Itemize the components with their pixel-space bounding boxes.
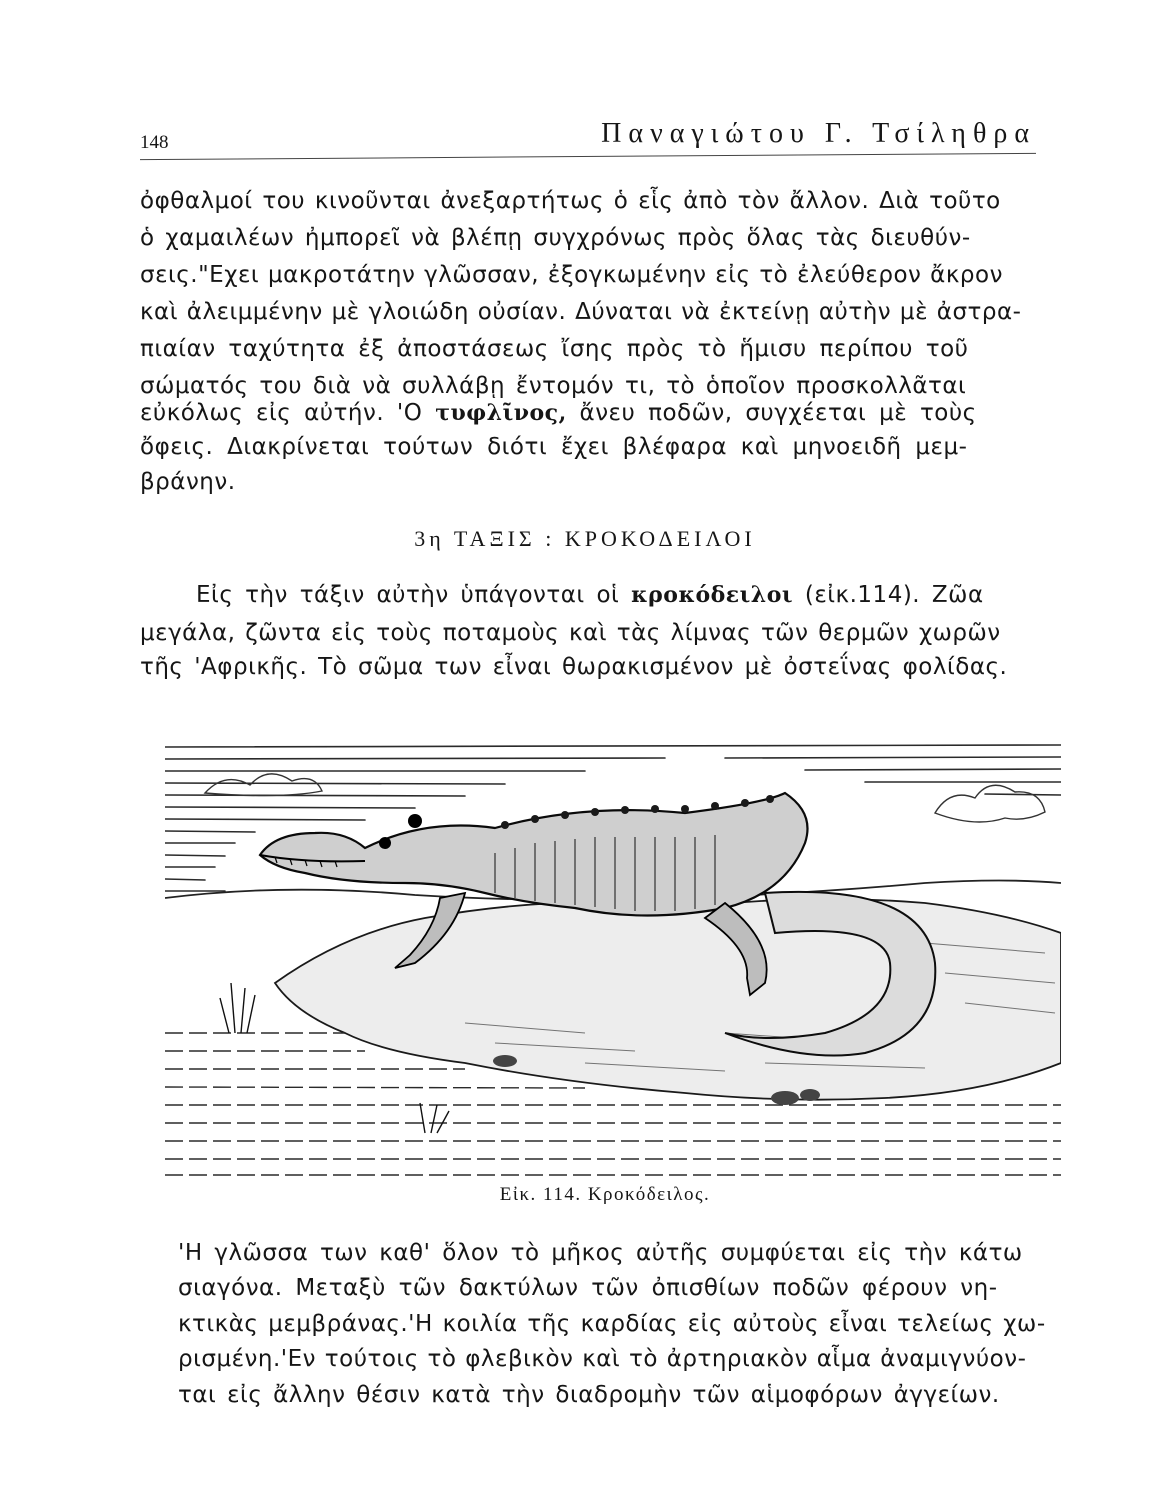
text-run: ἄνευ ποδῶν, συγχέεται μὲ τοὺς (566, 400, 977, 426)
text-line: ὀφθαλμοί του κινοῦνται ἀνεξαρτήτως ὁ εἷς ἀπὸ τὸν ἄλλον. Διὰ τοῦτο (140, 188, 1001, 214)
page-header (140, 118, 1036, 158)
crocodile-drawing (165, 733, 1061, 1178)
text-line: βράνην. (140, 469, 236, 495)
text-run: (εἰκ.114). Ζῶα (793, 582, 984, 608)
text-line: ται εἰς ἄλλην θέσιν κατὰ τὴν διαδρομὴν τῶν αἱμοφόρων ἀγγείων. (178, 1382, 1000, 1408)
text-line: σεις."Εχει μακροτάτην γλῶσσαν, ἐξογκωμένην εἰς τὸ ἐλεύθερον ἄκρον (140, 262, 1003, 288)
figure-caption: Εἰκ. 114. Κροκόδειλος. (499, 1184, 711, 1205)
text-line: ὁ χαμαιλέων ἠμπορεῖ νὰ βλέπῃ συγχρόνως πρὸς ὅλας τὰς διευθύν- (140, 225, 971, 251)
text-line: καὶ ἀλειμμένην μὲ γλοιώδη οὐσίαν. Δύναται νὰ ἐκτείνῃ αὐτὴν μὲ ἀστρα- (140, 299, 1022, 325)
term-krokodeiloi: κροκόδειλοι (631, 582, 794, 608)
text-line: ρισμένη.'Εν τούτοις τὸ φλεβικὸν καὶ τὸ ἀρτηριακὸν αἷμα ἀναμιγνύον- (178, 1346, 1027, 1372)
term-typhlinos: τυφλῖνος, (435, 400, 567, 426)
section-heading: 3η ΤΑΞΙΣ : ΚΡΟΚΟΔΕΙΛΟΙ (414, 526, 756, 551)
text-line: σώματός του διὰ νὰ συλλάβῃ ἔντομόν τι, τὸ ὁποῖον προσκολλᾶται (140, 373, 967, 399)
running-head: Παναγιώτου Γ. Τσίληθρα (601, 118, 1036, 149)
text-line: σιαγόνα. Μεταξὺ τῶν δακτύλων τῶν ὀπισθίων ποδῶν φέρουν νη- (178, 1275, 998, 1301)
text-line (196, 580, 984, 610)
text-line: τῆς 'Αφρικῆς. Τὸ σῶμα των εἶναι θωρακισμένον μὲ ὀστεΐνας φολίδας. (140, 654, 1008, 680)
text-run: Εἰς τὴν τάξιν αὐτὴν ὑπάγονται οἱ (196, 582, 632, 608)
page-number: 148 (140, 132, 169, 153)
text-line: κτικὰς μεμβράνας.'Η κοιλία τῆς καρδίας εἰς αὐτοὺς εἶναι τελείως χω- (178, 1311, 1046, 1337)
text-line (140, 398, 977, 428)
text-run: εὐκόλως εἰς αὐτήν. 'Ο (140, 400, 436, 426)
text-line: 'Η γλῶσσα των καθ' ὅλον τὸ μῆκος αὐτῆς συμφύεται εἰς τὴν κάτω (178, 1240, 1023, 1266)
text-line: μεγάλα, ζῶντα εἰς τοὺς ποταμοὺς καὶ τὰς λίμνας τῶν θερμῶν χωρῶν (140, 620, 1001, 646)
crocodile-illustration (165, 733, 1061, 1178)
text-line: ὄφεις. Διακρίνεται τούτων διότι ἔχει βλέφαρα καὶ μηνοειδῆ μεμ- (140, 434, 968, 460)
text-line: πιαίαν ταχύτητα ἐξ ἀποστάσεως ἴσης πρὸς τὸ ἥμισυ περίπου τοῦ (140, 336, 969, 362)
